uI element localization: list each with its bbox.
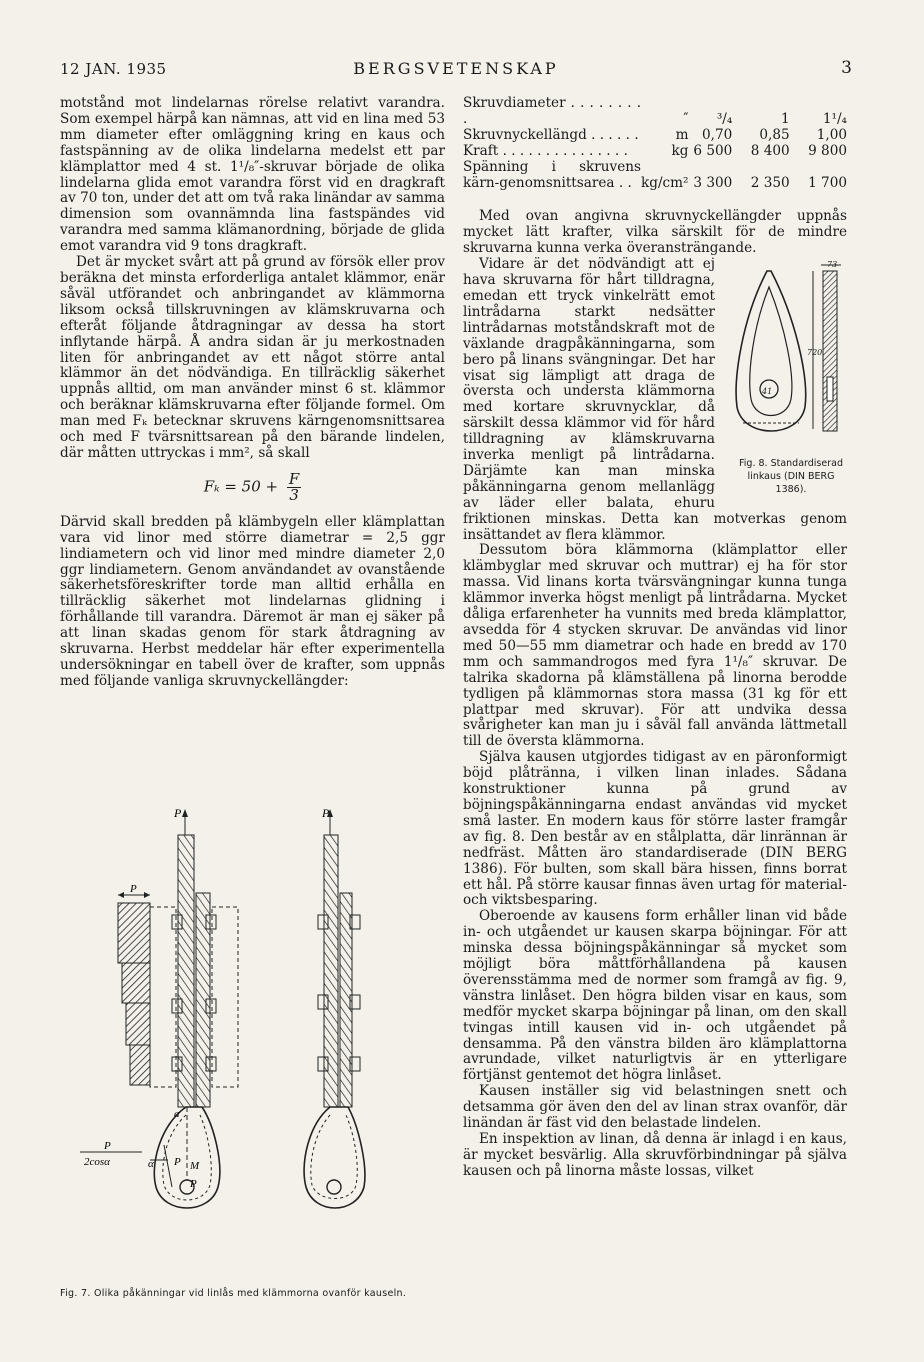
row-label: Kraft (463, 142, 499, 159)
label-p-top-right: P (322, 806, 330, 820)
row-dots: . . . . . . . . . . . . . . . (498, 142, 628, 159)
figure-7-caption: Fig. 7. Olika påkänningar vid linlås med klämmorna ovanför kauseln. (60, 1288, 407, 1299)
table-row (463, 144, 847, 160)
table-row (463, 128, 847, 144)
row-v2: 2 350 (750, 174, 790, 191)
label-frac-num: P (104, 1140, 111, 1152)
formula-lhs: Fₖ = 50 + (203, 477, 279, 496)
formula (60, 469, 445, 504)
row-dots: . . (614, 174, 632, 191)
journal-title: BERGSVETENSKAP (353, 59, 559, 78)
row-unit: kg (671, 142, 689, 159)
left-column (60, 96, 445, 690)
paragraph: Därvid skall bredden på klämbygeln eller klämplattan vara vid linor med större diametrar = 2,5 ggr lindiametern och vid linor med mindre diameter 2,0 ggr lindiametern. Genom användandet av ovanstående säkerhetsföreskrifter torde man alltid erhålla en tillräcklig säkerhet mot lindelarnas glidning i förhållande till varandra. Däremot är man ej säker på att linan skadas genom för stark åtdragning av skruvarna. Herbst meddelar här efter experimentella undersökningar en tabell över de krafter, som uppnås med följande vanliga skruvnyckellängder: (60, 513, 445, 689)
row-label: Skruvnyckellängd (463, 126, 587, 143)
formula-numerator: F (288, 469, 300, 488)
paragraph: Med ovan angivna skruvnyckellängder uppnås mycket lätt krafter, vilka särskilt för de mindre skruvarna kunna verka överansträngande. (463, 208, 847, 257)
row-v1: 6 500 (693, 142, 733, 159)
row-dots: . . . . . . (586, 126, 639, 143)
wrench-table (463, 96, 847, 191)
figure-8-caption: Fig. 8. Standardiserad linkaus (DIN BERG 1386). (739, 458, 843, 496)
label-p-dim: P (130, 883, 137, 895)
table-row (463, 96, 847, 128)
paragraph: Oberoende av kausens form erhåller linan vid både in- och utgåendet ur kausen skarpa böjningar. För att minska dessa böjningspåkänningar så mycket som möjligt böra måttförhållandena på kausen överensstämma med de normer som framgå av fig. 9, vänstra linlåset. Den högra bilden visar en kaus, som medför mycket skarpa böjningar på linan, om den skall tvingas intill kausen vid in- och utgåendet på densamma. På den vänstra bilden äro klämplattorna avrundade, vilket naturligtvis är en ytterligare förtjänst gentemot det högra linlåset. (463, 908, 847, 1084)
page-number: 3 (841, 58, 852, 78)
paragraph: Vidare är det nödvändigt att ej hava skruvarna för hårt tilldragna, emedan ett tryck vinkelrätt emot lintrådarna starkt nedsätter lintrådarnas motståndskraft mot de växlande dragpåkänningarna, som bero på linans svängningar. Det har visat sig lämpligt att draga de översta och understa klämmorna med kortare skruvnycklar, då särskilt dessa klämmor vid för hård tilldragning av klämskruvarna inverka menligt på lintrådarna. Därjämte kan man minska påkänningarna genom mellanlägg av läder eller balata, ehuru friktionen minskas. Detta kan motverkas genom insättandet av flera klämmor. (463, 256, 847, 543)
paragraph: Kausen inställer sig vid belastningen snett och detsamma gör även den del av linan strax ovanför, där linändan är fäst vid den belastade lindelen. (463, 1083, 847, 1132)
fig8-dim-top: 73 (827, 260, 838, 270)
figure-8-drawing (723, 257, 847, 457)
figure-8 (723, 257, 847, 507)
figure-7-drawing (60, 795, 445, 1290)
paragraph: Det är mycket svårt att på grund av försök eller prov beräkna det minsta erforderliga antalet klämmor, enär såväl utförandet och anbringandet av klämmorna liksom också tillskruvningen av klämskruvarna och efteråt följande åtdragningar av dessa ha stort inflytande härpå. Å andra sidan är ju merkostnaden liten för anbringandet av ett något större antal klämmor än det nödvändiga. En tillräcklig säkerhet uppnås alltid, om man använder minst 6 st. klämmor och beräknar klämskruvarna efter följande formel. Om man med Fₖ betecknar skruvens kärngenomsnittsarea och med F tvärsnittsarean på den bärande lindelen, där måtten uttryckas i mm², så skall (60, 254, 445, 461)
label-m: M (190, 1160, 200, 1172)
table-row (463, 160, 847, 192)
issue-date: 12 JAN. 1935 (60, 60, 167, 78)
right-column (463, 96, 847, 1180)
paragraph: Själva kausen utgjordes tidigast av en päronformigt böjd plåtränna, i vilken linan inlades. Sådana konstruktioner kunna på grund av böjningspåkänningarna endast användas vid mycket små laster. En modern kaus för större laster framgår av fig. 8. Den består av en stålplatta, där linrännan är nedfräst. Måtten äro standardiserade (DIN BERG 1386). För bulten, som skall bära hissen, finns borrat ett hål. På större kausar finnas även urtag för material- och viktsbesparing. (463, 749, 847, 909)
formula-fraction (287, 469, 301, 504)
row-unit: ″ (683, 110, 689, 127)
label-p-top: P (174, 806, 182, 820)
label-alpha: α (148, 1158, 154, 1170)
row-v2: 0,85 (759, 126, 790, 143)
fig8-dim-side: 720 (807, 348, 823, 358)
row-unit: m (675, 126, 689, 143)
label-frac-den: 2cosα (84, 1156, 110, 1168)
row-v1: 3 300 (693, 174, 733, 191)
paragraph: motstånd mot lindelarnas rörelse relativt varandra. Som exempel härpå kan nämnas, att vid en lina med 53 mm diameter efter omläggning kring en kaus och fastspänning av de olika lindelarna medelst ett par klämplattor med 4 st. 1¹/₈″-skruvar började de olika lindelarna glida emot varandra först vid en dragkraft av 70 ton, under det att om två raka linändar av samma dimension som ovannämnda lina fastspändes vid varandra med samma klämanordning, började de glida emot varandra vid 9 tons dragkraft. (60, 95, 445, 255)
paragraph: Dessutom böra klämmorna (klämplattor eller klämbyglar med skruvar och muttrar) ej ha för stor massa. Vid linans korta tvärsvängningar kunna tunga klämmor inverka högst menligt på lintrådarna. Mycket dåliga erfarenheter ha vunnits med breda klämplattor, avsedda för 4 stycken skruvar. De användas vid linor med 50—55 mm diametrar och hade en bredd av 170 mm och sammandrogos med fyra 1¹/₈″ skruvar. De talrika skadorna på klämställena på linorna berodde tydligen på klämmornas stora massa (31 kg för ett plattpar med skruvar). För att undvika dessa svårigheter kan man ju i såväl fall använda lättmetall till de översta klämmorna. (463, 542, 847, 750)
row-v3: 1¹/₄ (822, 110, 847, 127)
row-label: Skruvdiameter (463, 95, 566, 111)
right-rope-lock (304, 809, 365, 1208)
row-v1: ³/₄ (716, 110, 733, 127)
paragraph: En inspektion av linan, då denna är inlagd i en kaus, är mycket besvärlig. Alla skruvförbindningar på själva kausen och på linorna måste lossas, vilket (463, 1131, 847, 1179)
label-a: a (174, 1108, 180, 1120)
row-unit: kg/cm² (641, 174, 689, 191)
label-p-left: P (174, 1156, 181, 1168)
row-dots: . . . . . . . . . (463, 95, 642, 127)
row-v3: 1 700 (808, 174, 847, 191)
row-v3: 9 800 (808, 142, 847, 159)
row-v2: 8 400 (750, 142, 790, 159)
fig8-hole-label: 41 (762, 387, 773, 397)
page-header (60, 58, 852, 82)
figure-7 (60, 795, 445, 1290)
formula-denominator: 3 (289, 485, 299, 504)
row-v2: 1 (780, 110, 790, 127)
row-v1: 0,70 (702, 126, 733, 143)
row-v3: 1,00 (816, 126, 847, 143)
label-p-bottom: P (190, 1178, 197, 1190)
row-label: Spänning i skruvens kärn-genomsnittsarea (463, 158, 642, 191)
